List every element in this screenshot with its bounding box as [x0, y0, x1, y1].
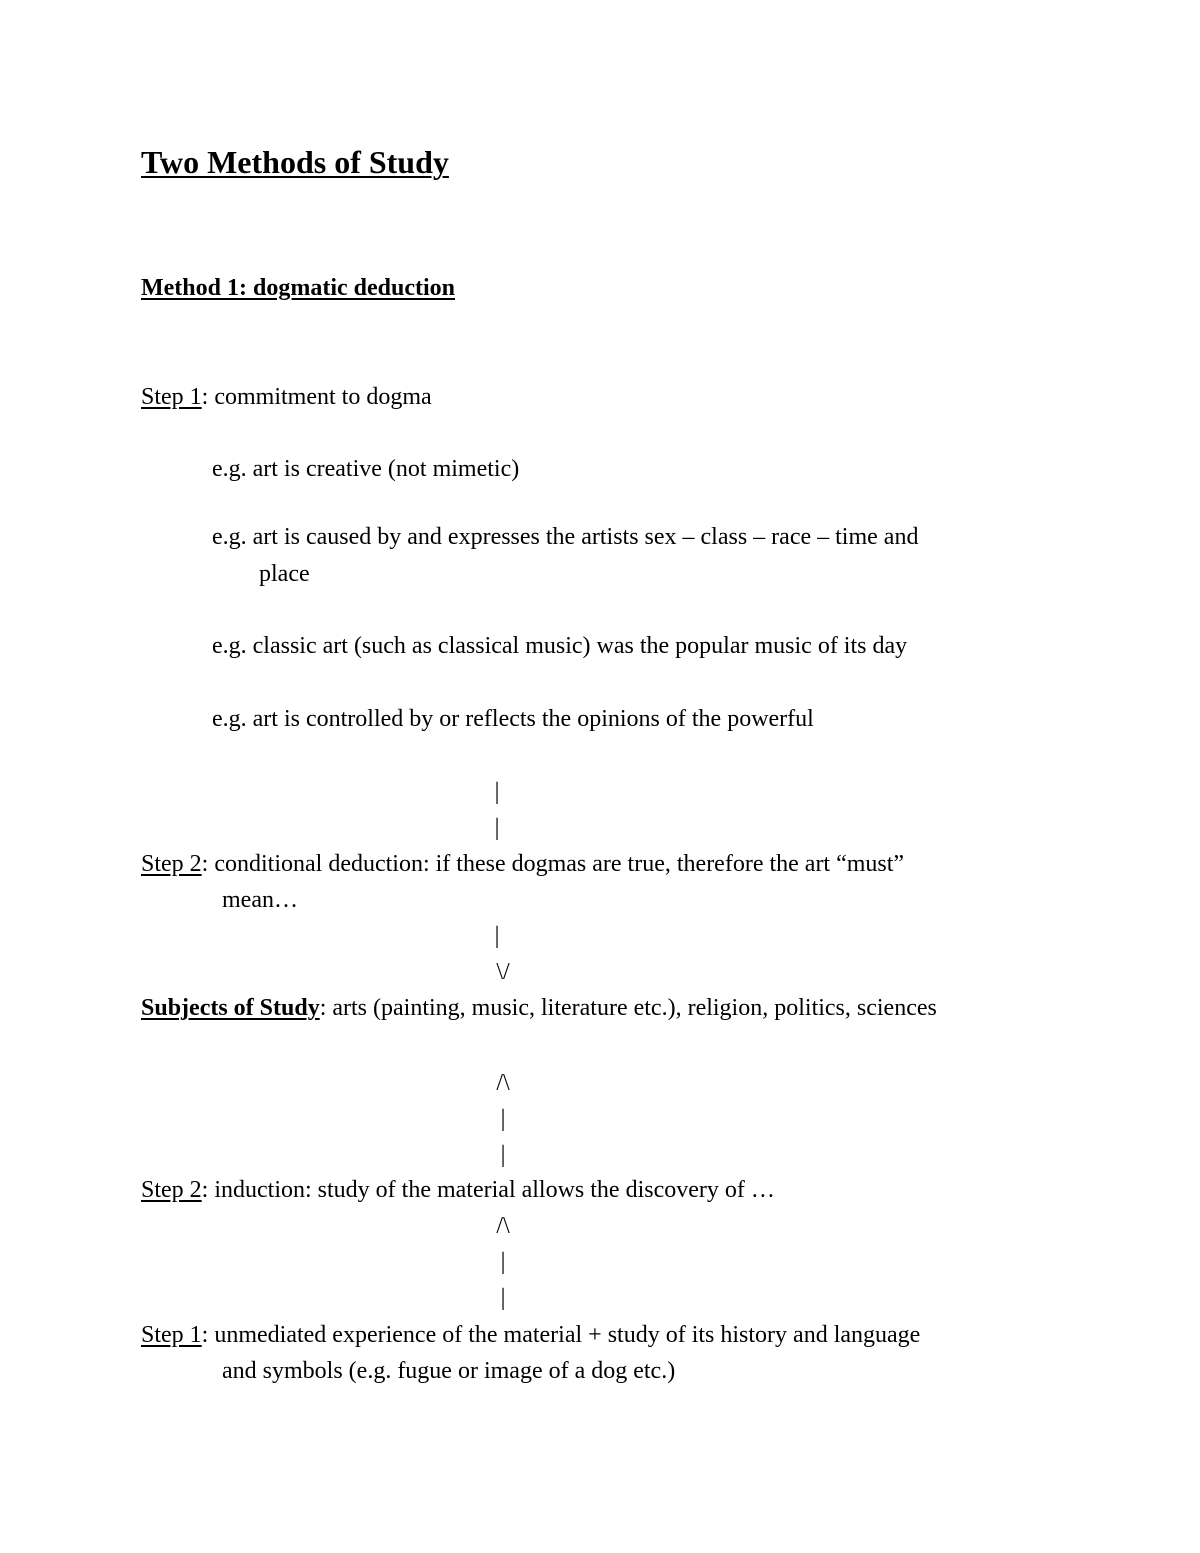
step-label: Step 1 — [141, 384, 202, 410]
subjects-label: Subjects of Study — [141, 995, 320, 1021]
step-text: : conditional deduction: if these dogmas are true, therefore the art “must” — [201, 851, 905, 877]
arrow-shaft: | — [500, 1142, 506, 1168]
step-text: : commitment to dogma — [201, 384, 432, 410]
method-1-heading: Method 1: dogmatic deduction — [141, 275, 455, 301]
step-label: Step 2 — [141, 851, 202, 877]
page-title: Two Methods of Study — [141, 144, 449, 180]
example-line: e.g. art is controlled by or reflects the opinions of the powerful — [212, 706, 814, 732]
step-2-conditional-deduction — [141, 849, 904, 879]
arrow-shaft: | — [494, 815, 500, 841]
subjects-text: : arts (painting, music, literature etc.), religion, politics, sciences — [319, 995, 937, 1021]
arrow-shaft: | — [500, 1106, 506, 1132]
step-text: : induction: study of the material allows the discovery of … — [201, 1177, 775, 1203]
arrow-shaft: | — [494, 779, 500, 805]
step-label: Step 2 — [141, 1177, 202, 1203]
step-text: : unmediated experience of the material + study of its history and language — [201, 1322, 921, 1348]
arrow-shaft: | — [500, 1285, 506, 1311]
example-line: e.g. art is creative (not mimetic) — [212, 456, 520, 482]
step-label: Step 1 — [141, 1322, 202, 1348]
example-line: e.g. art is caused by and expresses the artists sex – class – race – time and — [212, 524, 919, 550]
step-text-continued: mean… — [222, 887, 298, 913]
step-1-unmediated-experience — [141, 1320, 920, 1350]
arrow-up-head: /\ — [496, 1213, 510, 1239]
arrow-up-head: /\ — [496, 1070, 510, 1096]
subjects-of-study — [141, 993, 937, 1023]
arrow-shaft: | — [500, 1249, 506, 1275]
step-2-induction — [141, 1175, 775, 1205]
example-line: e.g. classic art (such as classical music) was the popular music of its day — [212, 633, 908, 659]
step-text-continued: and symbols (e.g. fugue or image of a dog etc.) — [222, 1358, 676, 1384]
arrow-shaft: | — [494, 923, 500, 949]
step-1-commitment — [141, 382, 432, 412]
arrow-down-head: \/ — [496, 959, 510, 985]
example-line-continued: place — [259, 561, 310, 587]
